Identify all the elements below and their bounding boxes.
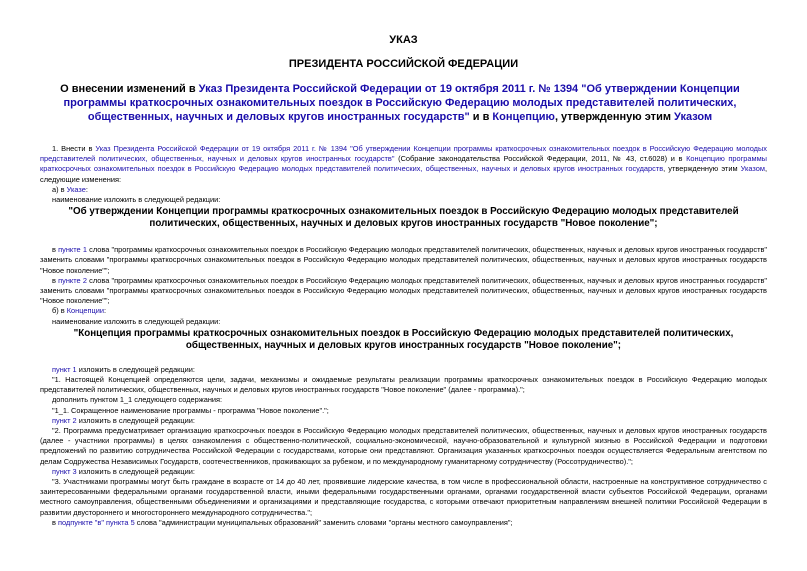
ukaz-link[interactable]: Указом	[674, 111, 713, 123]
point2-link[interactable]: пункт 2	[52, 415, 77, 425]
point3-link[interactable]: пункт 3	[52, 466, 77, 476]
item-b-link[interactable]: Концепции	[66, 306, 104, 316]
a-p1-prefix: в	[52, 245, 59, 255]
a-p1-link[interactable]: пункте 1	[58, 245, 87, 255]
a-p1-text: слова "программы краткосрочных ознакомительных поездок в Российскую Федерацию молодых представителей политических, общественных, научных и деловых кругов иностранных государств" заменить словами "программы краткосрочных ознакомительных поездок в Российскую Федерацию молодых представителей политических, общественных, научных и деловых кругов иностранных государств "Новое поколение"";	[40, 245, 768, 275]
point2-instr: изложить в следующей редакции:	[76, 415, 195, 425]
item-b-line: наименование изложить в следующей редакции:	[52, 316, 221, 326]
point3-line	[40, 467, 767, 477]
p1-mid1: (Собрание законодательства Российской Федерации, 2011, № 43, ст.6028) и в	[394, 154, 687, 164]
p1-prefix: 1. Внести в	[52, 144, 96, 153]
point5-line	[40, 518, 767, 528]
president-heading: ПРЕЗИДЕНТА РОССИЙСКОЙ ФЕДЕРАЦИИ	[288, 58, 519, 70]
add-point-text: "1_1. Сокращенное наименование программы - программа "Новое поколение".";	[52, 405, 329, 415]
item-b-title: "Концепция программы краткосрочных ознакомительных поездок в Российскую Федерацию молодых представителей политических, общественных, научных и деловых кругов иностранных государств "Новое поколение";	[73, 327, 734, 351]
item-a-end: :	[85, 184, 88, 194]
point1-line	[40, 365, 767, 375]
item-a-point2	[40, 276, 767, 307]
point1-link[interactable]: пункт 1	[52, 364, 77, 374]
point5-prefix: в	[52, 517, 58, 527]
decree-link[interactable]: Указ Президента Российской Федерации от 19 октября 2011 г. № 1394 "Об утверждении Концепции программы краткосрочных ознакомительных поездок в Российскую Федерацию молодых представителей политических, общественных, научных и деловых кругов иностранных государств"	[63, 83, 740, 123]
item-a	[40, 185, 767, 195]
item-b	[40, 306, 767, 316]
decree-heading: УКАЗ	[389, 34, 418, 46]
item-a-prefix: а) в	[52, 184, 67, 194]
paragraph-1	[40, 144, 767, 185]
a-p2-text: слова "программы краткосрочных ознакомительных поездок в Российскую Федерацию молодых представителей политических, общественных, научных и деловых кругов иностранных государств" заменить словами "программы краткосрочных ознакомительных поездок в Российскую Федерацию молодых представителей политических, общественных, научных и деловых кругов иностранных государств "Новое поколение"";	[40, 275, 768, 306]
spacer	[40, 231, 767, 245]
point5-link[interactable]: подпункте "в" пункта 5	[57, 517, 135, 527]
subject-middle2: , утвержденную этим	[554, 111, 675, 123]
a-p2-prefix: в	[52, 275, 59, 285]
point2-line	[40, 416, 767, 426]
a-p2-link[interactable]: пункте 2	[58, 275, 87, 285]
point1-text: "1. Настоящей Концепцией определяются цели, задачи, механизмы и ожидаемые результаты реализации программы краткосрочных ознакомительных поездок в Российскую Федерацию молодых представителей политических, общественных, научных и деловых кругов иностранных государств "Новое поколение" (далее - программа).";	[40, 375, 767, 395]
add-point-line: дополнить пунктом 1_1 следующего содержания:	[52, 395, 223, 405]
decree-subject	[40, 82, 760, 124]
subject-prefix: О внесении изменений в	[60, 83, 199, 95]
concept-link[interactable]: Концепцию	[492, 111, 555, 123]
p1-end: , следующие изменения:	[40, 164, 767, 184]
item-a-line: наименование изложить в следующей редакции:	[52, 195, 221, 205]
p1-concept-link[interactable]: Концепцию программы краткосрочных ознакомительных поездок в Российскую Федерацию молодых представителей политических, общественных, научных и деловых кругов иностранных государств	[40, 154, 767, 174]
point3-instr: изложить в следующей редакции:	[76, 466, 195, 476]
p1-mid2: , утвержденную этим	[663, 164, 741, 174]
point5-text: слова "администрации муниципальных образований" заменить словами "органы местного самоуправления";	[134, 517, 513, 527]
point3-text: "3. Участниками программы могут быть граждане в возрасте от 14 до 40 лет, проявившие лидерские качества, в том числе в профессиональной области, настроенные на конструктивное сотрудничество с заинтересованными федеральными органами государственной власти, иными федеральными государственными органами, органами государственной власти субъектов Российской Федерации, органами местного самоуправления, общественными объединениями и организациями и представляющие государства, с которыми отвечают приоритетным направлениям внешней политики Российской Федерации в развитии двустороннего и многостороннего международного сотрудничества.";	[40, 477, 767, 517]
p1-ukaz-link[interactable]: Указом	[740, 164, 765, 174]
document-body	[40, 144, 767, 528]
point1-instr: изложить в следующей редакции:	[76, 364, 195, 374]
item-a-title: "Об утверждении Концепции программы краткосрочных ознакомительных поездок в Российскую Федерацию молодых представителей политических, общественных, научных и деловых кругов иностранных государств "Новое поколение";	[68, 206, 739, 230]
point2-text: "2. Программа предусматривает организацию краткосрочных поездок в Российскую Федерацию молодых представителей политических, общественных, научных и деловых кругов иностранных государств (далее - участники программы) в целях ознакомления с общественно-политической, социально-экономической, научно-образовательной и культурной жизнью в Российской Федерации и подготовки предложений по развитию сотрудничества Российской Федерации с государствами, которые они представляют. Организация указанных краткосрочных поездок осуществляется Федеральным агентством по делам Содружества Независимых Государств, соотечественников, проживающих за рубежом, и по международному гуманитарному сотрудничеству (Россотрудничество).";	[40, 426, 767, 466]
item-b-end: :	[103, 306, 107, 316]
item-b-prefix: б) в	[52, 306, 67, 316]
p1-decree-link[interactable]: Указ Президента Российской Федерации от 19 октября 2011 г. № 1394 "Об утверждении Концепции программы краткосрочных ознакомительных поездок в Российскую Федерацию молодых представителей политических, общественных, научных и деловых кругов иностранных государств"	[40, 144, 767, 164]
item-a-point1	[40, 245, 767, 276]
item-a-link[interactable]: Указе	[66, 184, 86, 194]
subject-middle: и в	[469, 111, 493, 123]
spacer	[40, 353, 767, 365]
